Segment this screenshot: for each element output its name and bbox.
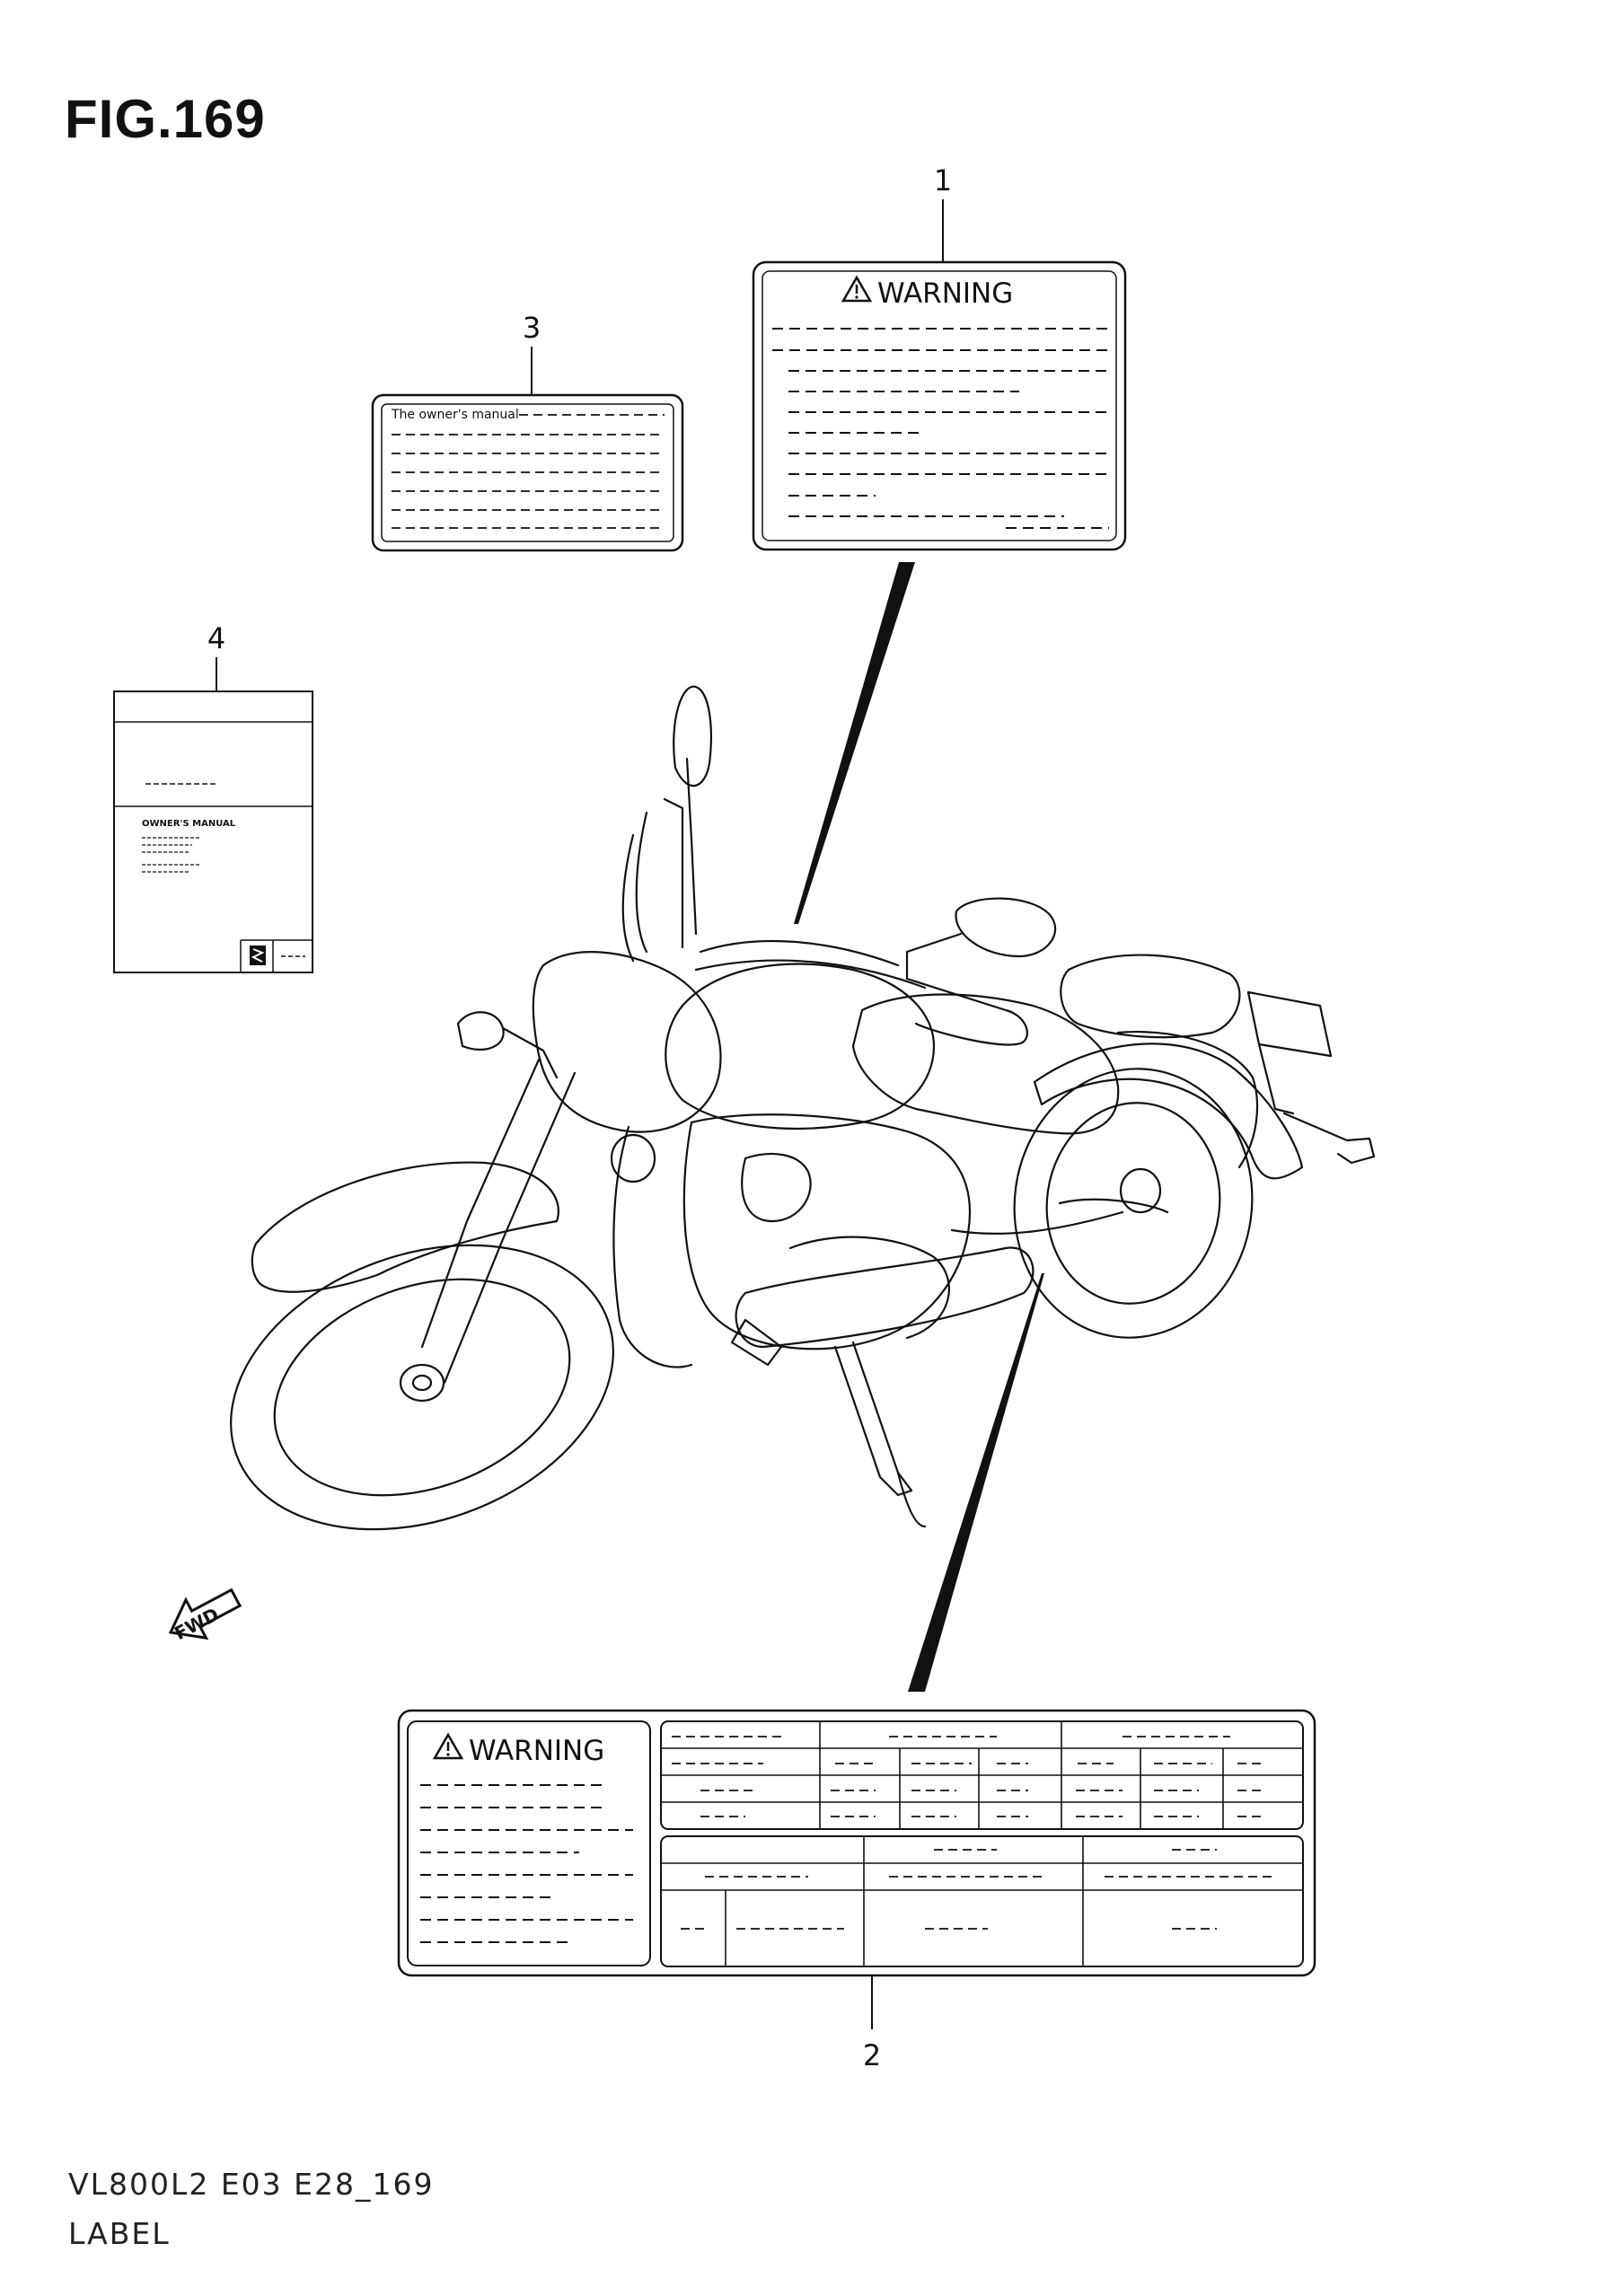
- callout-1: 1: [933, 163, 953, 198]
- warning-icon: [843, 277, 870, 301]
- label-3-first-line: The owner's manual: [392, 408, 519, 422]
- label-2-warning-lines: [420, 1785, 633, 1942]
- motorcycle-illustration: [191, 687, 1374, 1580]
- label-1-text-lines: [772, 329, 1109, 528]
- forward-direction-arrow: [161, 1579, 246, 1651]
- label-2-lower-table: [661, 1836, 1303, 1966]
- label-4-text-lines: [142, 838, 199, 872]
- figure-title: FIG.169: [65, 89, 266, 149]
- warning-icon: [435, 1735, 462, 1758]
- label-1: [753, 163, 1125, 550]
- label-2-upper-table: [661, 1721, 1303, 1829]
- label-2-heading: WARNING: [469, 1735, 605, 1767]
- callout-2: 2: [862, 2038, 882, 2072]
- label-4: [114, 621, 313, 972]
- label-2: [399, 1711, 1315, 2072]
- label-2-lower-table-entries: [681, 1850, 1275, 1929]
- callout-3: 3: [522, 311, 541, 345]
- section-name: LABEL: [68, 2216, 171, 2251]
- model-code: VL800L2 E03 E28_169: [68, 2167, 435, 2202]
- label-4-subtitle: OWNER'S MANUAL: [142, 819, 236, 829]
- label-1-heading: WARNING: [877, 277, 1014, 310]
- label-3-text-lines: [392, 415, 665, 528]
- label-1-inner-border: [762, 271, 1116, 541]
- leader-wedge-2: [908, 1273, 1044, 1692]
- leader-wedge-1: [794, 562, 915, 924]
- label-3: [373, 311, 682, 550]
- fwd-text: FWD: [171, 1603, 223, 1645]
- callout-4: 4: [207, 621, 226, 655]
- manual-booklet: [114, 691, 313, 972]
